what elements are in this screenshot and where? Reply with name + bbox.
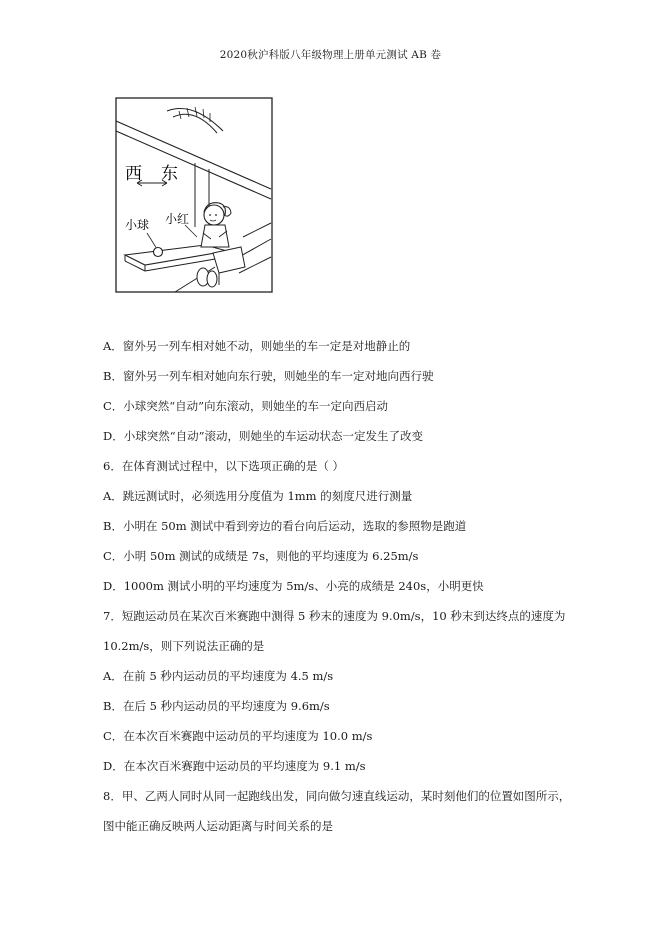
label-west: 西 — [125, 164, 142, 184]
q6-option-d: D．1000m 测试小明的平均速度为 5m/s、小亮的成绩是 240s，小明更快 — [103, 579, 484, 593]
q5-option-d: D．小球突然“自动”滚动，则她坐的车运动状态一定发生了改变 — [103, 429, 423, 443]
q7-option-d: D．在本次百米赛跑中运动员的平均速度为 9.1 m/s — [103, 759, 366, 773]
q8-stem-line2: 图中能正确反映两人运动距离与时间关系的是 — [103, 819, 333, 833]
label-ball: 小球 — [125, 218, 150, 232]
q7-stem-line1: 7．短跑运动员在某次百米赛跑中测得 5 秒末的速度为 9.0m/s，10 秒末到达终点的速度为 — [103, 609, 566, 623]
q7-option-b: B．在后 5 秒内运动员的平均速度为 9.6m/s — [103, 699, 330, 713]
rack-curve — [167, 109, 223, 132]
q7-option-c: C．在本次百米赛跑中运动员的平均速度为 10.0 m/s — [103, 729, 373, 743]
q6-option-b: B．小明在 50m 测试中看到旁边的看台向后运动，选取的参照物是跑道 — [103, 519, 467, 533]
q6-option-c: C．小明 50m 测试的成绩是 7s，则他的平均速度为 6.25m/s — [103, 549, 419, 563]
q7-stem-line2: 10.2m/s，则下列说法正确的是 — [103, 639, 265, 653]
q5-option-c: C．小球突然“自动”向东滚动，则她坐的车一定向西启动 — [103, 399, 389, 413]
q6-stem: 6．在体育测试过程中，以下选项正确的是（ ） — [103, 459, 344, 473]
q7-option-a: A．在前 5 秒内运动员的平均速度为 4.5 m/s — [103, 669, 334, 683]
table-top — [125, 245, 227, 265]
q5-option-a: A．窗外另一列车相对她不动，则她坐的车一定是对地静止的 — [103, 339, 411, 353]
train-window-figure — [115, 97, 273, 293]
ball — [154, 248, 163, 257]
q6-option-a: A．跳远测试时，必须选用分度值为 1mm 的刻度尺进行测量 — [103, 489, 413, 503]
label-east: 东 — [161, 164, 178, 184]
q5-option-b: B．窗外另一列车相对她向东行驶，则她坐的车一定对地向西行驶 — [103, 369, 434, 383]
label-girl: 小红 — [165, 212, 190, 226]
q8-stem-line1: 8．甲、乙两人同时从同一起跑线出发，同向做匀速直线运动，某时刻他们的位置如图所示， — [103, 789, 571, 803]
girl-body — [201, 225, 229, 247]
girl-head — [204, 205, 224, 225]
page-header: 2020秋沪科版八年级物理上册单元测试 AB 卷 — [219, 49, 442, 61]
